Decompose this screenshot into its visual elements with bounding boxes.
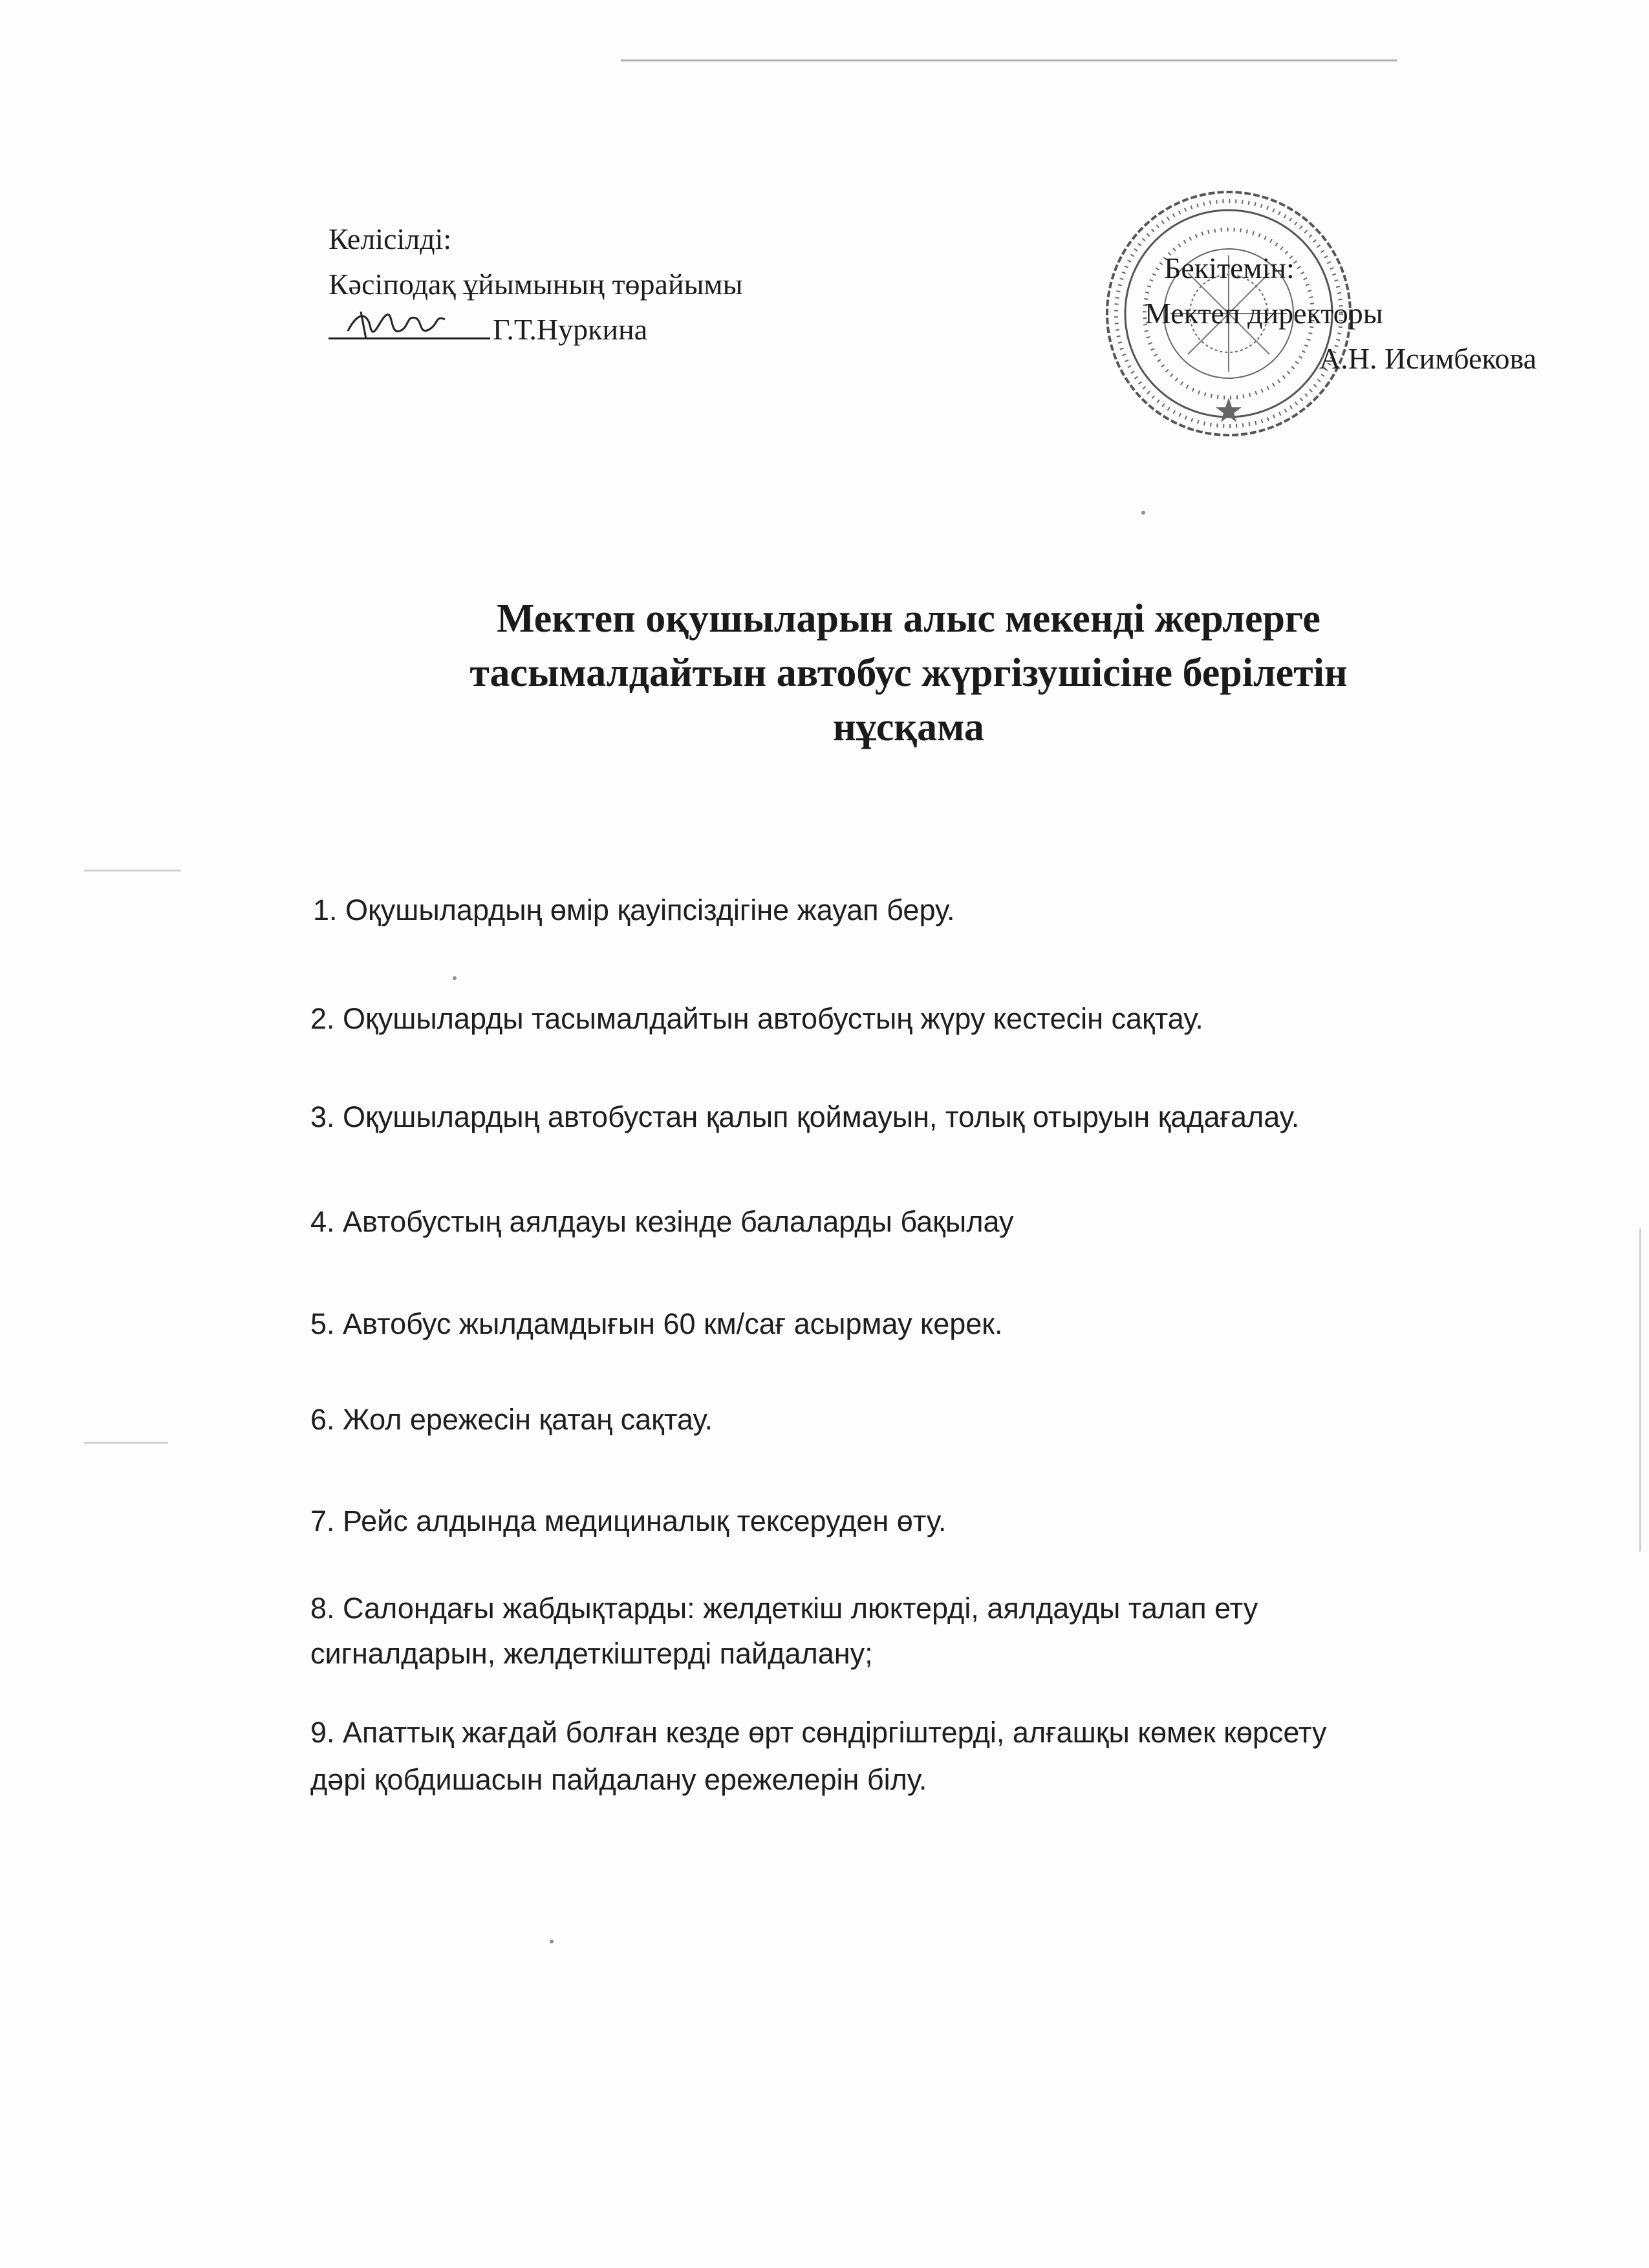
list-item: 9. Апаттық жағдай болған кезде өрт сөндіргіштерді, алғашқы көмек көрсету xyxy=(310,1716,1327,1749)
list-item: 4. Автобустың аялдауы кезінде балаларды бақылау xyxy=(310,1205,1014,1238)
list-item: 2. Оқушыларды тасымалдайтын автобустың жүру кестесін сақтау. xyxy=(310,1002,1203,1035)
scan-artifact-mark xyxy=(84,1442,168,1444)
title-line-3: нұсқама xyxy=(833,705,984,749)
scan-artifact-mark xyxy=(1639,1228,1641,1552)
agreement-position: Кәсіподақ ұйымының төрайымы xyxy=(329,268,743,301)
agreement-signature-row xyxy=(329,307,911,352)
list-item: 6. Жол ережесін қатаң сақтау. xyxy=(310,1403,713,1436)
scan-speck xyxy=(453,976,457,980)
approval-name: А.Н. Исимбекова xyxy=(1319,342,1537,375)
list-item: 8. Салондағы жабдықтарды: желдеткіш люктерді, аялдауды талап ету xyxy=(310,1592,1258,1625)
document-title xyxy=(336,592,1481,754)
list-item: 7. Рейс алдында медициналық тексеруден өту. xyxy=(310,1504,947,1537)
title-line-2: тасымалдайтын автобус жүргізушісіне берілетін xyxy=(469,651,1348,695)
approval-label: Бекітемін: xyxy=(1164,251,1295,284)
scan-speck xyxy=(550,1940,554,1943)
agreement-name: Г.Т.Нуркина xyxy=(493,313,648,346)
agreement-label: Келісілді: xyxy=(329,222,452,255)
list-item: дәрі қобдишасын пайдалану ережелерін білу. xyxy=(310,1763,927,1796)
agreement-block xyxy=(329,217,911,352)
scan-artifact-mark xyxy=(84,870,181,872)
signature-line xyxy=(329,312,490,339)
title-line-1: Мектеп оқушыларын алыс мекенді жерлерге xyxy=(497,597,1320,641)
list-item: 3. Оқушылардың автобустан қалып қоймауын, толық отыруын қадағалау. xyxy=(310,1100,1300,1133)
approval-position: Мектеп директоры xyxy=(1145,297,1383,330)
handwritten-signature xyxy=(341,305,464,344)
scan-artifact-line xyxy=(621,59,1397,61)
list-item: 1. Оқушылардың өмір қауіпсіздігіне жауап беру. xyxy=(313,893,955,926)
list-item: 5. Автобус жылдамдығын 60 км/сағ асырмау керек. xyxy=(310,1307,1003,1340)
scan-speck xyxy=(1141,511,1145,515)
list-item: сигналдарын, желдеткіштерді пайдалану; xyxy=(310,1637,873,1670)
approval-block xyxy=(1145,246,1610,381)
